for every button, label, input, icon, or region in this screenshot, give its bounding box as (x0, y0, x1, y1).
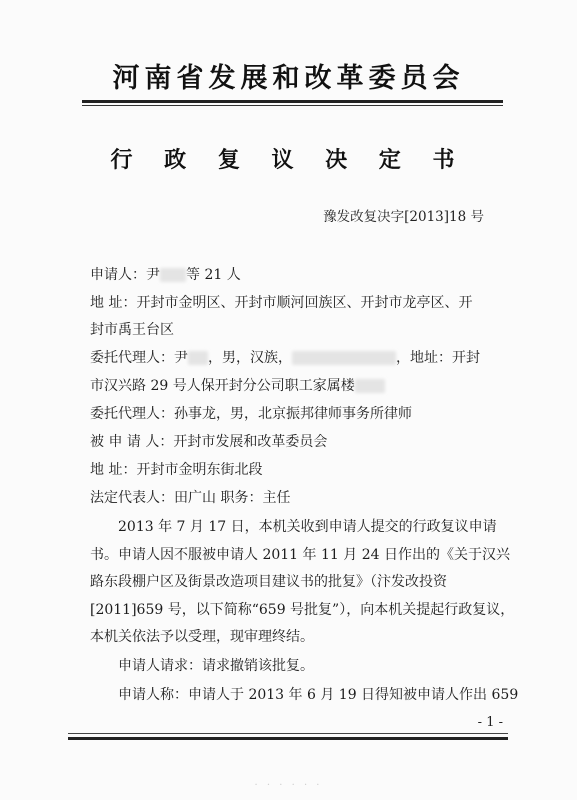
agent1-line-2 (90, 375, 385, 395)
paragraph-line: 书。申请人因不服被申请人 2011 年 11 月 24 日作出的《关于汉兴 (90, 546, 510, 563)
paragraph-1 (90, 514, 515, 652)
paragraph-3: 申请人称：申请人于 2013 年 6 月 19 日得知被申请人作出 659 (118, 687, 519, 703)
agent1-line (90, 347, 480, 367)
applicant-line (90, 264, 241, 284)
agent1-suffix: ，地址：开封 (396, 350, 480, 366)
paragraph-line: [2011]659 号，以下简称“659 号批复”），向本机关提起行政复议， (90, 601, 515, 618)
footer-marks: · · · · · · (254, 780, 323, 791)
paragraph-line: 路东段棚户区及街景改造项目建议书的批复》（汴发改投资 (90, 574, 447, 590)
redacted-name (160, 268, 186, 282)
respondent-address-line: 地 址：开封市金明东街北段 (90, 462, 263, 478)
paragraph-line: 本机关依法予以受理，现审理终结。 (90, 629, 314, 645)
paragraph-line: 2013 年 7 月 17 日，本机关收到申请人提交的行政复议申请 (118, 519, 497, 535)
paragraph-2: 申请人请求：请求撤销该批复。 (118, 658, 314, 674)
letterhead-rule-thick (82, 100, 503, 103)
applicant-address-line-2: 封市禹王台区 (90, 322, 174, 338)
redacted-info (292, 351, 396, 365)
agent1-address: 市汉兴路 29 号人保开封分公司职工家属楼 (90, 378, 355, 394)
document-number: 豫发改复决字[2013]18 号 (323, 209, 484, 225)
address-label: 地 址： (90, 295, 137, 311)
respondent-line: 被 申 请 人：开封市发展和改革委员会 (90, 434, 328, 450)
applicant-prefix: 申请人：尹 (90, 267, 160, 283)
legal-representative-line: 法定代表人：田广山 职务：主任 (90, 490, 291, 506)
letterhead-rule-thin (82, 105, 503, 106)
redacted-name (188, 351, 208, 365)
applicant-address-line (90, 292, 472, 312)
footer-rule-thick (68, 737, 508, 740)
redacted-info (355, 379, 385, 393)
agent2-line: 委托代理人：孙事龙，男，北京振邦律师事务所律师 (90, 406, 412, 422)
footer-rule-thin (68, 733, 508, 734)
address-text: 开封市金明区、开封市顺河回族区、开封市龙亭区、开 (136, 295, 473, 311)
page-number: - 1 - (477, 715, 503, 730)
applicant-suffix: 等 21 人 (186, 267, 241, 283)
agent1-prefix: 委托代理人：尹 (90, 350, 188, 366)
agent1-mid: ，男，汉族， (208, 350, 292, 366)
letterhead-org-name: 河南省发展和改革委员会 (112, 63, 465, 94)
document-title: 行 政 复 议 决 定 书 (110, 147, 467, 173)
